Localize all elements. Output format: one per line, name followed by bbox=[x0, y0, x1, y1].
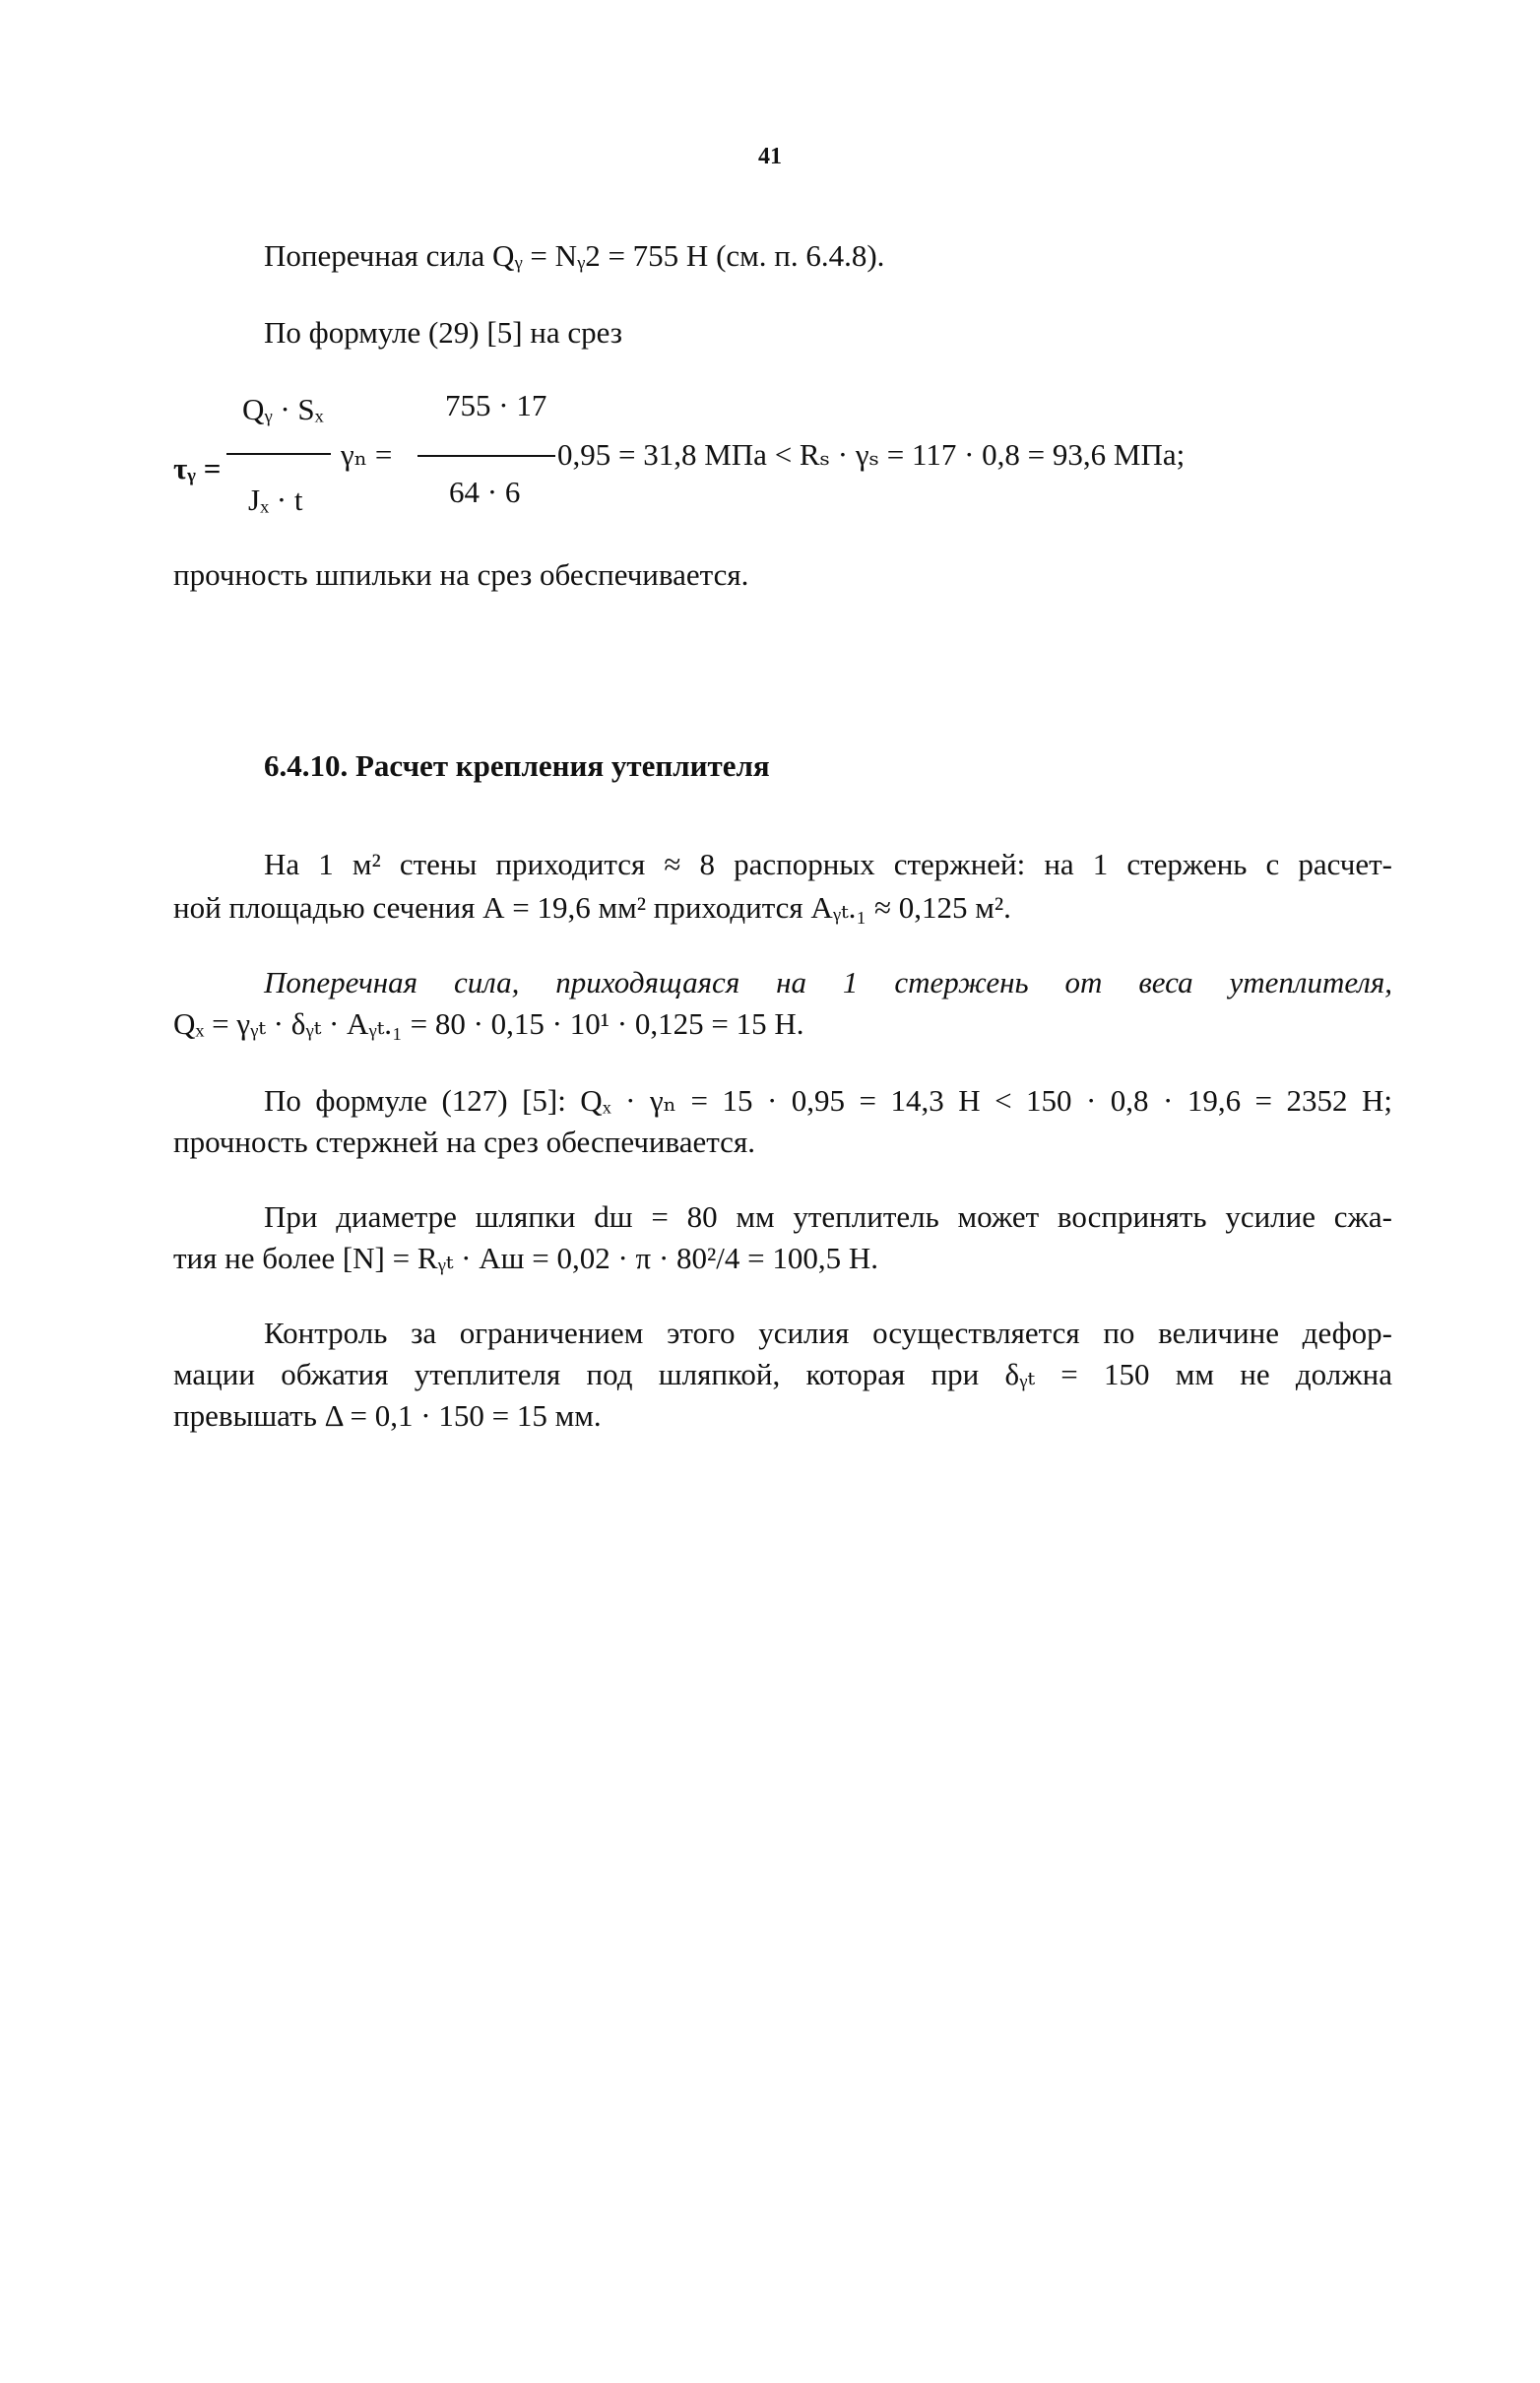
paragraph-2-line-1: Поперечная сила, приходящаяся на 1 стержень от веса утеплителя, bbox=[264, 965, 1392, 999]
paragraph-4-line-1: При диаметре шляпки dш = 80 мм утеплитель может воспринять усилие сжа- bbox=[264, 1199, 1392, 1234]
shear-force-line: Поперечная сила Qᵧ = Nᵧ2 = 755 Н (см. п. 6.4.8). bbox=[264, 238, 885, 273]
paragraph-1-line-1: На 1 м² стены приходится ≈ 8 распорных стержней: на 1 стержень с расчет- bbox=[264, 847, 1392, 881]
paragraph-3-line-1: По формуле (127) [5]: Qₓ · γₙ = 15 · 0,95 = 14,3 Н < 150 · 0,8 · 19,6 = 2352 Н; bbox=[264, 1083, 1392, 1118]
formula-gamma: γₙ = bbox=[341, 437, 393, 472]
formula-result: 0,95 = 31,8 МПа < Rₛ · γₛ = 117 · 0,8 = 93,6 МПа; bbox=[557, 437, 1186, 472]
stud-strength-conclusion: прочность шпильки на срез обеспечивается. bbox=[173, 557, 749, 592]
paragraph-2-line-2: Qₓ = γᵧₜ · δᵧₜ · Аᵧₜ.₁ = 80 · 0,15 · 10¹ · 0,125 = 15 Н. bbox=[173, 1006, 804, 1041]
formula-lhs: τᵧ = bbox=[173, 451, 222, 485]
formula-numerator-1: Qᵧ · Sₓ bbox=[242, 392, 324, 426]
section-heading: 6.4.10. Расчет крепления утеплителя bbox=[264, 748, 770, 783]
formula-intro: По формуле (29) [5] на срез bbox=[264, 315, 623, 350]
paragraph-5-line-3: превышать Δ = 0,1 · 150 = 15 мм. bbox=[173, 1398, 602, 1433]
paragraph-4-line-2: тия не более [N] = Rᵧₜ · Аш = 0,02 · π · 80²/4 = 100,5 Н. bbox=[173, 1241, 879, 1275]
fraction-bar-1 bbox=[226, 453, 331, 455]
fraction-bar-2 bbox=[417, 455, 555, 457]
formula-numerator-2: 755 · 17 bbox=[445, 388, 547, 422]
page-number: 41 bbox=[758, 144, 782, 169]
formula-denominator-1: Jₓ · t bbox=[248, 483, 303, 517]
paragraph-5-line-2: мации обжатия утеплителя под шляпкой, которая при δᵧₜ = 150 мм не должна bbox=[173, 1357, 1392, 1391]
paragraph-5-line-1: Контроль за ограничением этого усилия осуществляется по величине дефор- bbox=[264, 1316, 1392, 1350]
paragraph-3-line-2: прочность стержней на срез обеспечивается. bbox=[173, 1125, 755, 1159]
formula-denominator-2: 64 · 6 bbox=[449, 475, 521, 509]
paragraph-1-line-2: ной площадью сечения А = 19,6 мм² приходится Аᵧₜ.₁ ≈ 0,125 м². bbox=[173, 890, 1011, 925]
